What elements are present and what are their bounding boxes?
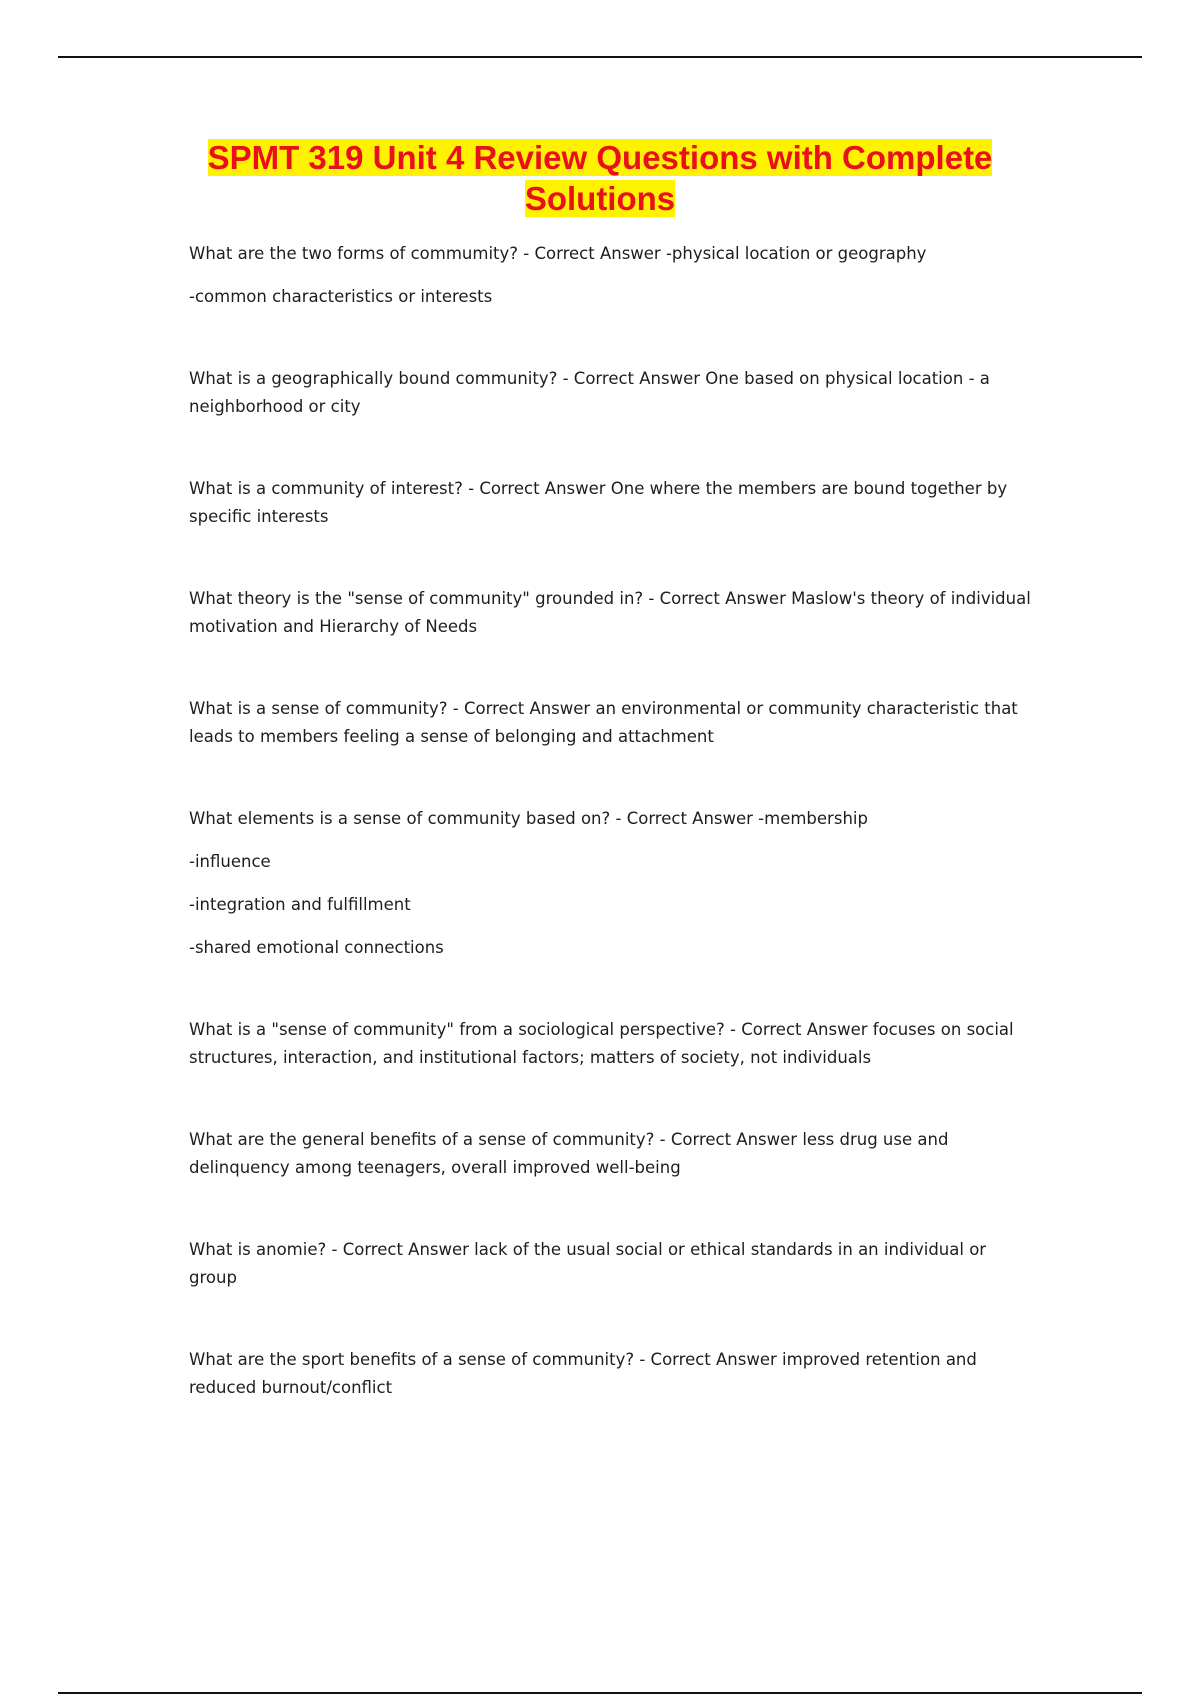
qa-text: What is a "sense of community" from a sociological perspective? - Correct Answer focuses on social structures, interaction, and institutional factors; matters of society, not individuals [189,1020,1014,1067]
qa-text: What are the general benefits of a sense of community? - Correct Answer less drug use and delinquency among teenagers, overall improved well-being [189,1130,949,1177]
qa-item [189,585,1039,641]
qa-text: What is a community of interest? - Correct Answer One where the members are bound together by specific interests [189,479,1008,526]
qa-text: -shared emotional connections [189,938,444,957]
qa-item [189,240,1039,311]
document-title [0,137,1200,219]
qa-text: What are the sport benefits of a sense of community? - Correct Answer improved retention and reduced burnout/conflict [189,1350,977,1397]
qa-text: What is anomie? - Correct Answer lack of the usual social or ethical standards in an individual or group [189,1240,987,1287]
qa-text: What elements is a sense of community based on? - Correct Answer -membership [189,809,868,828]
footer-rule [58,1692,1142,1694]
qa-item [189,365,1039,421]
qa-text: What are the two forms of commumity? - Correct Answer -physical location or geography [189,244,927,263]
qa-text: -integration and fulfillment [189,895,411,914]
title-line-1: SPMT 319 Unit 4 Review Questions with Complete [207,139,993,176]
qa-item [189,475,1039,531]
qa-text: -influence [189,852,271,871]
qa-item [189,695,1039,751]
qa-text: What is a sense of community? - Correct Answer an environmental or community characteristic that leads to members feeling a sense of belonging and attachment [189,699,1018,746]
header-rule [58,56,1142,58]
qa-item [189,805,1039,962]
qa-item [189,1126,1039,1182]
qa-text: -common characteristics or interests [189,287,493,306]
qa-text: What is a geographically bound community? - Correct Answer One based on physical location - a neighborhood or city [189,369,990,416]
qa-item [189,1346,1039,1402]
qa-item [189,1016,1039,1072]
qa-list [189,240,1039,1456]
title-line-2: Solutions [524,180,676,217]
qa-item [189,1236,1039,1292]
qa-text: What theory is the "sense of community" grounded in? - Correct Answer Maslow's theory of individual motivation and Hierarchy of Needs [189,589,1031,636]
